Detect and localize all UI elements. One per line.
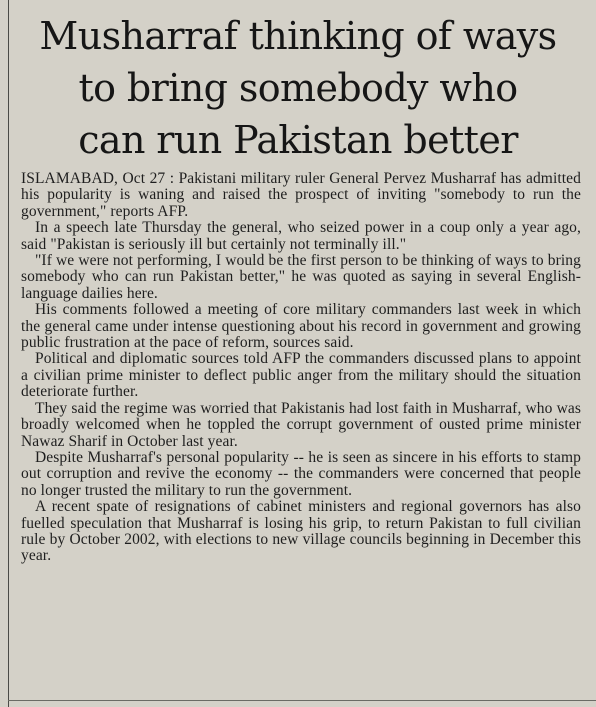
headline-line: can run Pakistan better	[78, 118, 518, 162]
headline-line: to bring somebody who	[78, 66, 518, 110]
article-paragraph: In a speech late Thursday the general, who seized power in a coup only a year ago, said "Pakistan is seriously ill but certainly not terminally ill."	[21, 219, 581, 253]
article-paragraph: His comments followed a meeting of core military commanders last week in which the general came under intense questioning about his record in government and growing public frustration at the pace of reform, sources said.	[21, 301, 581, 352]
column-rule	[8, 0, 9, 707]
article-paragraph: Political and diplomatic sources told AFP the commanders discussed plans to appoint a civilian prime minister to deflect public anger from the military should the situation deteriorate further.	[21, 350, 581, 401]
article-paragraph-dateline: ISLAMABAD, Oct 27 : Pakistani military ruler General Pervez Musharraf has admitted his popularity is waning and raised the prospect of inviting "somebody to run the government," reports AFP.	[21, 170, 581, 220]
article-body	[21, 171, 581, 565]
article-paragraph: They said the regime was worried that Pakistanis had lost faith in Musharraf, who was broadly welcomed when he toppled the corrupt government of ousted prime minister Nawaz Sharif in October last year.	[21, 399, 581, 450]
bottom-rule	[8, 700, 596, 701]
article-paragraph: A recent spate of resignations of cabinet ministers and regional governors has also fuelled speculation that Musharraf is losing his grip, to return Pakistan to full civilian rule by October 2002, with elections to new village councils beginning in December this year.	[21, 498, 581, 565]
article-paragraph: Despite Musharraf's personal popularity -- he is seen as sincere in his efforts to stamp out corruption and revive the economy -- the commanders were concerned that people no longer trusted the military to run the government.	[21, 448, 581, 499]
headline-line: Musharraf thinking of ways	[39, 14, 557, 58]
article-paragraph: "If we were not performing, I would be the first person to be thinking of ways to bring somebody who can run Pakistan better," he was quoted as saying in several English-language dailies here.	[21, 252, 581, 302]
headline	[10, 10, 586, 166]
